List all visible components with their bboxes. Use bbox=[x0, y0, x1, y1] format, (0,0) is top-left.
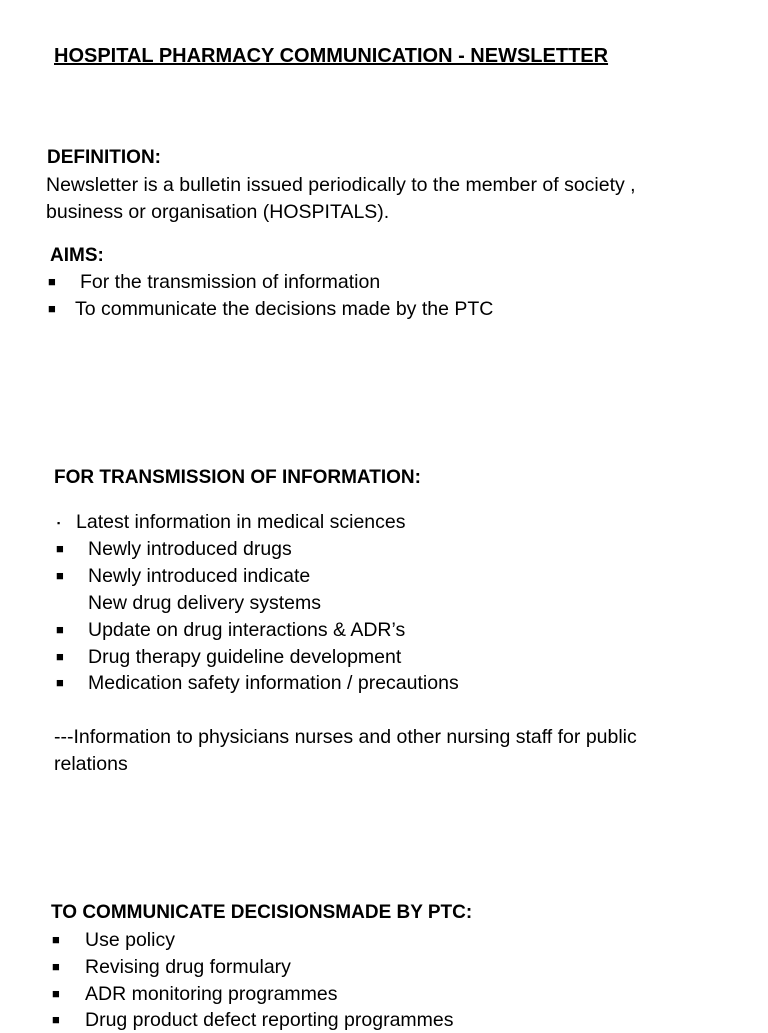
page-title: HOSPITAL PHARMACY COMMUNICATION - NEWSLETTER bbox=[54, 45, 609, 67]
definition-text-line-2: business or organisation (HOSPITALS). bbox=[46, 201, 390, 223]
transmission-item-5: Update on drug interactions & ADR’s bbox=[88, 619, 406, 641]
bullet-icon: ■ bbox=[52, 1012, 60, 1027]
bullet-icon: ■ bbox=[56, 622, 64, 637]
ptc-heading: TO COMMUNICATE DECISIONSMADE BY PTC: bbox=[51, 902, 473, 923]
bullet-icon: ■ bbox=[56, 568, 64, 583]
definition-text-line-1: Newsletter is a bulletin issued periodically to the member of society , bbox=[46, 174, 636, 196]
transmission-item-6: Drug therapy guideline development bbox=[88, 646, 402, 668]
transmission-note-line-2: relations bbox=[54, 753, 128, 775]
transmission-note-line-1: ---Information to physicians nurses and other nursing staff for public bbox=[54, 726, 637, 748]
aims-item-1: For the transmission of information bbox=[80, 271, 381, 293]
bullet-icon: ■ bbox=[48, 301, 56, 316]
aims-heading: AIMS: bbox=[50, 245, 104, 266]
bullet-icon: ■ bbox=[56, 675, 64, 690]
small-bullet-icon: ▪ bbox=[57, 518, 61, 528]
transmission-item-3: Newly introduced indicate bbox=[88, 565, 311, 587]
ptc-item-2: Revising drug formulary bbox=[85, 956, 291, 978]
bullet-icon: ■ bbox=[56, 649, 64, 664]
transmission-item-7: Medication safety information / precautions bbox=[88, 672, 459, 694]
aims-item-2: To communicate the decisions made by the PTC bbox=[75, 298, 494, 320]
transmission-heading: FOR TRANSMISSION OF INFORMATION: bbox=[54, 467, 421, 488]
ptc-item-3: ADR monitoring programmes bbox=[85, 983, 338, 1005]
ptc-item-1: Use policy bbox=[85, 929, 175, 951]
bullet-icon: ■ bbox=[48, 274, 56, 289]
ptc-item-4: Drug product defect reporting programmes bbox=[85, 1009, 454, 1031]
bullet-icon: ■ bbox=[56, 541, 64, 556]
bullet-icon: ■ bbox=[52, 932, 60, 947]
bullet-icon: ■ bbox=[52, 986, 60, 1001]
bullet-icon: ■ bbox=[52, 959, 60, 974]
transmission-item-4: New drug delivery systems bbox=[88, 592, 321, 614]
transmission-item-1: Latest information in medical sciences bbox=[76, 511, 406, 533]
transmission-item-2: Newly introduced drugs bbox=[88, 538, 292, 560]
definition-heading: DEFINITION: bbox=[47, 147, 161, 168]
